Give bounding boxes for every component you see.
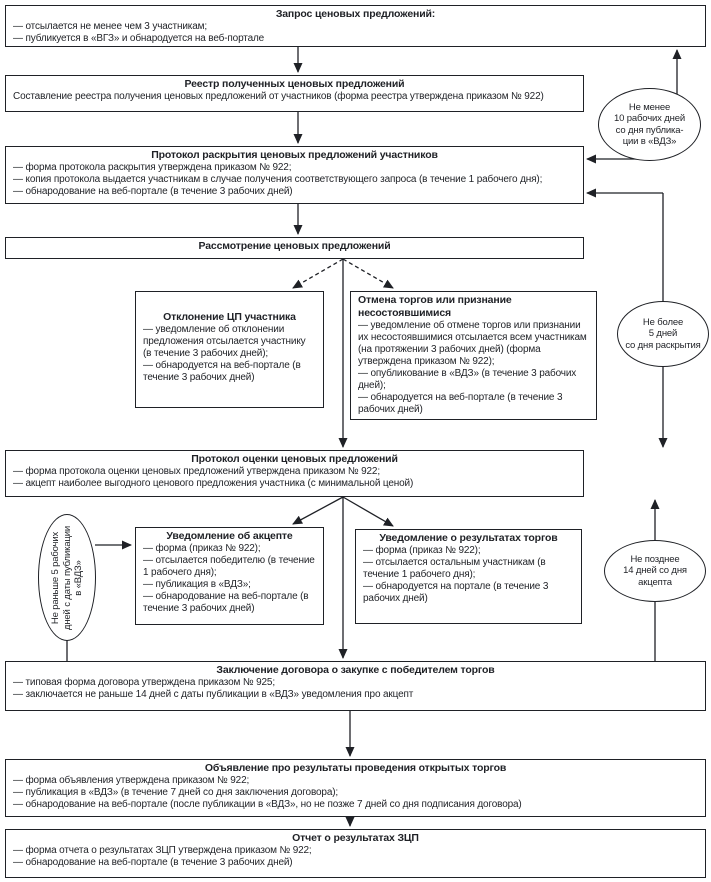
box-announcement bbox=[5, 759, 706, 817]
ellipse-line: дней с даты публикации bbox=[61, 525, 73, 630]
ellipse-min-5-working-days bbox=[38, 514, 96, 641]
box-register bbox=[5, 75, 584, 112]
bullet-line: — форма отчета о результатах ЗЦП утверждена приказом № 922; bbox=[13, 845, 312, 856]
ellipse-line: со дня раскрытия bbox=[625, 339, 701, 351]
ellipse-min-10-working-days bbox=[598, 88, 701, 161]
ellipse-line: 5 дней bbox=[648, 328, 678, 340]
ellipse-line: со дня публика- bbox=[615, 124, 684, 136]
bullet-line: — опубликование в «ВДЗ» (в течение 3 рабочих дней); bbox=[358, 368, 577, 391]
bullet-line: — копия протокола выдается участникам в случае получения соответствующего запроса (в течение 1 рабочего дня); bbox=[13, 174, 543, 185]
box-title: Протокол оценки ценовых предложений bbox=[191, 453, 398, 465]
bullet-line: — уведомление об отмене торгов или признании их несостоявшимися отсылается всем участникам (на протяжении 3 рабочих дней) (форма утверждена приказом № 922); bbox=[358, 320, 587, 367]
bullet-line: — отсылается не менее чем 3 участникам; bbox=[13, 21, 207, 32]
box-title: Уведомление об акцепте bbox=[166, 530, 293, 542]
bullet-line: — отсылается победителю (в течение 1 рабочего дня); bbox=[143, 555, 315, 578]
ellipse-line: ции в «ВДЗ» bbox=[622, 136, 677, 147]
box-title: Отмена торгов или признание несостоявшимися bbox=[358, 294, 512, 319]
box-title: Отклонение ЦП участника bbox=[163, 311, 296, 323]
bullet-line: — акцепт наиболее выгодного ценового предложения участника (с минимальной ценой) bbox=[13, 478, 414, 489]
box-review bbox=[5, 237, 584, 259]
box-accept-notice bbox=[135, 527, 324, 625]
bullet-line: — обнародование на веб-портале (в течение 3 рабочих дней) bbox=[13, 857, 293, 868]
bullet-line: — публикуется в «ВГЗ» и обнародуется на веб-портале bbox=[13, 33, 265, 44]
ellipse-line: в «ВДЗ» bbox=[72, 559, 84, 596]
box-title: Отчет о результатах ЗЦП bbox=[292, 832, 419, 844]
ellipse-line: 14 дней со дня bbox=[623, 565, 687, 577]
bullet-line: — обнародование на веб-портале (после публикации в «ВДЗ», но не позже 7 дней со дня подписания договора) bbox=[13, 799, 522, 810]
box-title: Уведомление о результатах торгов bbox=[379, 532, 558, 544]
arrow-evaluation-to-results-notice bbox=[343, 497, 393, 526]
bullet-line: — форма (приказ № 922); bbox=[363, 545, 481, 556]
ellipse-line: 10 рабочих дней bbox=[613, 113, 686, 124]
box-report bbox=[5, 829, 706, 878]
box-request-quotes bbox=[5, 5, 706, 47]
ellipse-max-5-days bbox=[617, 301, 709, 367]
bullet-line: — публикация в «ВДЗ» (в течение 7 дней со дня заключения договора); bbox=[13, 787, 339, 798]
ellipse-line: акцепта bbox=[638, 576, 672, 588]
bullet-line: — отсылается остальным участникам (в течение 1 рабочего дня); bbox=[363, 557, 546, 580]
ellipse-line: Не позднее bbox=[630, 553, 680, 565]
ellipse-max-14-days bbox=[604, 540, 706, 602]
bullet-line: — форма (приказ № 922); bbox=[143, 543, 261, 554]
bullet-line: — форма протокола раскрытия утверждена приказом № 922; bbox=[13, 162, 292, 173]
bullet-line: — обнародование на веб-портале (в течение 3 рабочих дней) bbox=[143, 591, 309, 614]
box-disclosure-protocol bbox=[5, 146, 584, 204]
bullet-line: — форма объявления утверждена приказом № 922; bbox=[13, 775, 250, 786]
box-title: Запрос ценовых предложений: bbox=[275, 8, 436, 20]
box-cancellation bbox=[350, 291, 597, 420]
box-evaluation-protocol bbox=[5, 450, 584, 497]
box-contract bbox=[5, 661, 706, 711]
bullet-line: — уведомление об отклонении предложения отсылается участнику (в течение 3 рабочих дней); bbox=[143, 324, 306, 359]
bullet-line: Составление реестра получения ценовых предложений от участников (форма реестра утверждена приказом № 922) bbox=[13, 91, 544, 102]
dashed-arrow-review-to-cancellation bbox=[343, 259, 393, 288]
bullet-line: — типовая форма договора утверждена приказом № 925; bbox=[13, 677, 275, 688]
bullet-line: — обнародуется на портале (в течение 3 рабочих дней) bbox=[363, 581, 549, 604]
box-title: Протокол раскрытия ценовых предложений участников bbox=[151, 149, 438, 161]
bullet-line: — публикация в «ВДЗ»; bbox=[143, 579, 251, 590]
ellipse-line: Не раньше 5 рабочих bbox=[49, 531, 61, 624]
box-title: Рассмотрение ценовых предложений bbox=[198, 240, 391, 252]
box-rejection bbox=[135, 291, 324, 408]
arrow-evaluation-to-accept-notice bbox=[293, 497, 343, 524]
bullet-line: — обнародуется на веб-портале (в течение 3 рабочих дней) bbox=[143, 360, 301, 383]
box-results-notice bbox=[355, 529, 582, 624]
dashed-arrow-review-to-rejection bbox=[293, 259, 343, 288]
box-title: Объявление про результаты проведения открытых торгов bbox=[204, 762, 507, 774]
bullet-line: — обнародование на веб-портале (в течение 3 рабочих дней) bbox=[13, 186, 293, 197]
box-title: Заключение договора о закупке с победителем торгов bbox=[216, 664, 495, 676]
rotated-text bbox=[50, 514, 85, 642]
bullet-line: — обнародуется на веб-портале (в течение 3 рабочих дней) bbox=[358, 392, 563, 415]
ellipse-line: Не более bbox=[642, 316, 684, 328]
ellipse-line: Не менее bbox=[628, 101, 671, 113]
bullet-line: — заключается не раньше 14 дней с даты публикации в «ВДЗ» уведомления про акцепт bbox=[13, 689, 414, 700]
bullet-line: — форма протокола оценки ценовых предложений утверждена приказом № 922; bbox=[13, 466, 380, 477]
box-title: Реестр полученных ценовых предложений bbox=[184, 78, 405, 90]
